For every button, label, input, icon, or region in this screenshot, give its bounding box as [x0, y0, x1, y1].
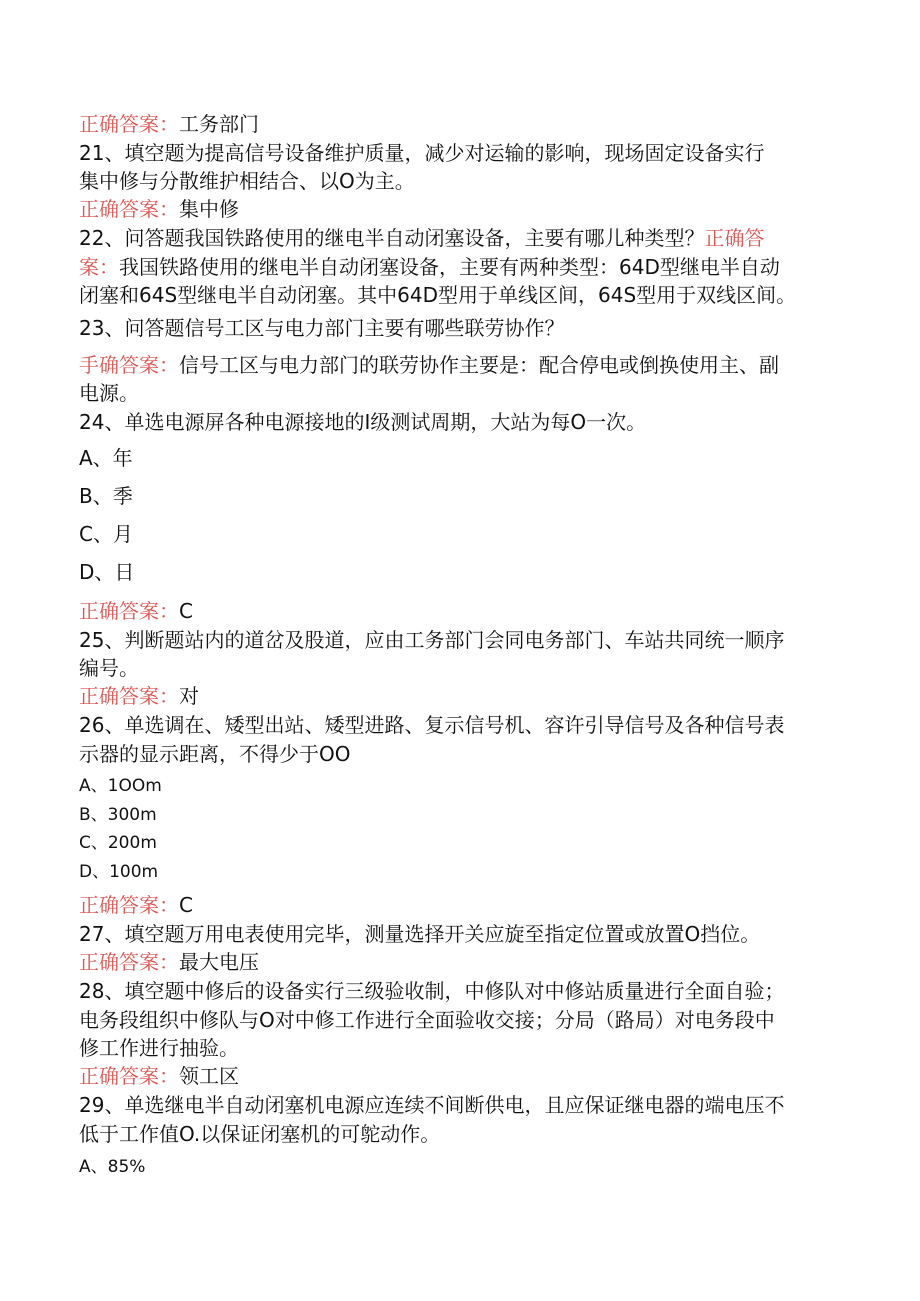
answer-line-28	[79, 1064, 839, 1088]
answer-label: 正确答案：	[79, 112, 179, 136]
question-22-line-3: 闭塞和64S型继电半自动闭塞。其中64D型用于单线区间，64S型用于双线区间。	[79, 283, 797, 307]
question-22-line-1	[79, 226, 839, 250]
answer-label: 正确答案：	[79, 1064, 179, 1088]
answer-label-part-b: 案：	[79, 255, 119, 279]
option-24-c: C、月	[79, 522, 133, 546]
answer-line-27	[79, 950, 839, 974]
answer-text: 集中修	[179, 197, 239, 221]
answer-label: 正确答案：	[79, 950, 179, 974]
question-24-line-1: 24、单选电源屏各种电源接地的I级测试周期，大站为每O一次。	[79, 410, 647, 434]
option-24-b: B、季	[79, 484, 133, 508]
option-26-c: C、200m	[79, 833, 157, 853]
question-28-line-3: 修工作进行抽验。	[79, 1036, 239, 1060]
option-26-d: D、100m	[79, 862, 159, 882]
question-21-line-2: 集中修与分散维护相结合、以O为主。	[79, 169, 415, 193]
question-25-line-2: 编号。	[79, 656, 139, 680]
option-24-d: D、日	[79, 560, 135, 584]
answer-line-23	[79, 353, 839, 377]
answer-label: 正确答案：	[79, 599, 179, 623]
question-27-line-1: 27、填空题万用电表使用完毕，测量选择开关应旋至指定位置或放置O挡位。	[79, 922, 761, 946]
answer-text: 我国铁路使用的继电半自动闭塞设备，主要有两种类型：64D型继电半自动	[119, 255, 780, 279]
option-29-a: A、85%	[79, 1157, 146, 1177]
option-26-a: A、1OOm	[79, 776, 162, 796]
question-23-line-1: 23、问答题信号工区与电力部门主要有哪些联劳协作？	[79, 316, 565, 340]
question-22-line-2	[79, 255, 839, 279]
answer-label: 正确答案：	[79, 197, 179, 221]
question-28-line-1: 28、填空题中修后的设备实行三级验收制，中修队对中修站质量进行全面自验；	[79, 979, 785, 1003]
question-29-line-1: 29、单选继电半自动闭塞机电源应连续不间断供电，且应保证继电器的端电压不	[79, 1093, 785, 1117]
answer-text: 最大电压	[179, 950, 259, 974]
answer-line-26	[79, 893, 839, 917]
answer-text: 信号工区与电力部门的联劳协作主要是：配合停电或倒换使用主、副	[179, 353, 779, 377]
question-26-line-1: 26、单选调在、矮型出站、矮型进路、复示信号机、容许引导信号及各种信号表	[79, 713, 785, 737]
answer-text: C	[179, 893, 193, 917]
answer-line-20	[79, 112, 839, 136]
answer-label: 正确答案：	[79, 684, 179, 708]
answer-line-21	[79, 197, 839, 221]
answer-text: C	[179, 599, 193, 623]
question-21-line-1: 21、填空题为提高信号设备维护质量，减少对运输的影响，现场固定设备实行	[79, 141, 765, 165]
answer-label: 正确答案：	[79, 893, 179, 917]
option-24-a: A、年	[79, 446, 133, 470]
answer-text: 领工区	[179, 1064, 239, 1088]
answer-text: 工务部门	[179, 112, 259, 136]
option-26-b: B、300m	[79, 805, 157, 825]
answer-label: 手确答案：	[79, 353, 179, 377]
answer-text: 对	[179, 684, 199, 708]
question-text: 22、问答题我国铁路使用的继电半自动闭塞设备，主要有哪儿种类型？	[79, 226, 705, 250]
question-26-line-2: 示器的显示距离，不得少于OO	[79, 742, 351, 766]
answer-line-24	[79, 599, 839, 623]
question-25-line-1: 25、判断题站内的道岔及股道，应由工务部门会同电务部门、车站共同统一顺序	[79, 628, 785, 652]
question-28-line-2: 电务段组织中修队与O对中修工作进行全面验收交接；分局（路局）对电务段中	[79, 1008, 775, 1032]
answer-line-25	[79, 684, 839, 708]
answer-label-part-a: 正确答	[704, 226, 765, 250]
answer-23-line-2: 电源。	[79, 381, 139, 405]
question-29-line-2: 低于工作值O.以保证闭塞机的可鸵动作。	[79, 1122, 441, 1146]
